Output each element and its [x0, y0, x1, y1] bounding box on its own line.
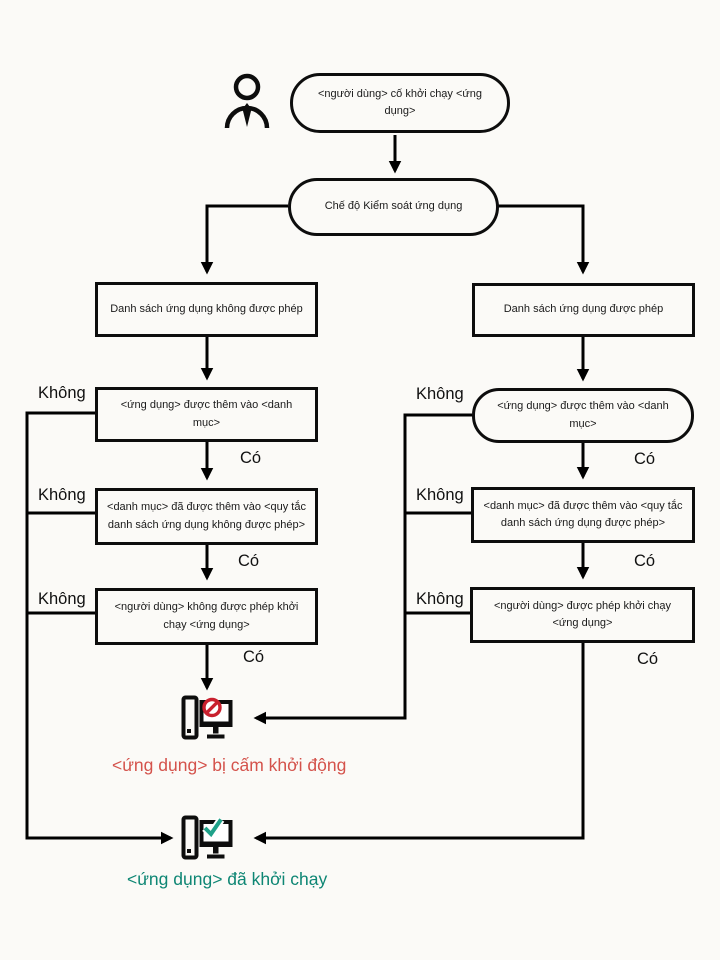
label-no-left-3: Không	[38, 590, 86, 608]
node-deny-category-added	[95, 488, 318, 545]
node-denylist	[95, 282, 318, 337]
computer-blocked-icon	[181, 695, 233, 748]
node-deny-user-launch	[95, 588, 318, 645]
node-allowlist-label: Danh sách ứng dụng được phép	[503, 303, 664, 316]
label-no-right-3: Không	[416, 590, 464, 608]
arrow-right-yes-3-to-started	[256, 643, 583, 838]
label-no-left-2: Không	[38, 486, 86, 504]
node-control-mode	[288, 178, 499, 236]
result-started-text: <ứng dụng> đã khởi chạy	[127, 869, 328, 889]
prohibition-badge-icon	[204, 700, 220, 716]
node-allow-user-launch	[470, 587, 695, 643]
node-deny-app-added	[95, 387, 318, 442]
computer-check-icon	[181, 815, 233, 868]
node-control-mode-label: Chế độ Kiểm soát ứng dụng	[324, 200, 463, 213]
user-icon	[223, 73, 271, 134]
node-deny-user-launch-label: <người dùng> không được phép khởi chạy <ứng dụng>	[114, 601, 299, 631]
node-allow-app-added	[472, 388, 694, 443]
node-allow-user-launch-label: <người dùng> được phép khởi chạy <ứng dụng>	[493, 599, 672, 629]
label-yes-left-2: Có	[238, 552, 260, 570]
node-allowlist	[472, 283, 695, 337]
node-allow-category-added-label: <danh mục> đã được thêm vào <quy tắc danh sách ứng dụng được phép>	[483, 499, 683, 529]
arrow-mode-to-denylist	[207, 206, 288, 272]
node-deny-category-added-label: <danh mục> đã được thêm vào <quy tắc danh sách ứng dụng không được phép>	[107, 501, 306, 531]
arrow-mode-to-allowlist	[498, 206, 583, 272]
label-yes-right-2: Có	[634, 552, 656, 570]
node-denylist-label: Danh sách ứng dụng không được phép	[110, 302, 303, 315]
label-yes-left-1: Có	[240, 449, 262, 467]
node-allow-category-added	[471, 487, 695, 543]
label-no-right-2: Không	[416, 486, 464, 504]
label-yes-left-3: Có	[243, 648, 265, 666]
result-blocked-text: <ứng dụng> bị cấm khởi động	[112, 755, 347, 775]
node-start	[290, 73, 510, 133]
right-no-rail-to-blocked	[256, 415, 472, 718]
label-no-left-1: Không	[38, 384, 86, 402]
node-allow-app-added-label: <ứng dụng> được thêm vào <danh mục>	[497, 400, 669, 430]
node-start-label: <người dùng> cố khởi chạy <ứng dụng>	[318, 87, 483, 117]
node-deny-app-added-label: <ứng dụng> được thêm vào <danh mục>	[120, 399, 293, 429]
label-yes-right-3: Có	[637, 650, 659, 668]
label-yes-right-1: Có	[634, 450, 656, 468]
label-no-right-1: Không	[416, 385, 464, 403]
